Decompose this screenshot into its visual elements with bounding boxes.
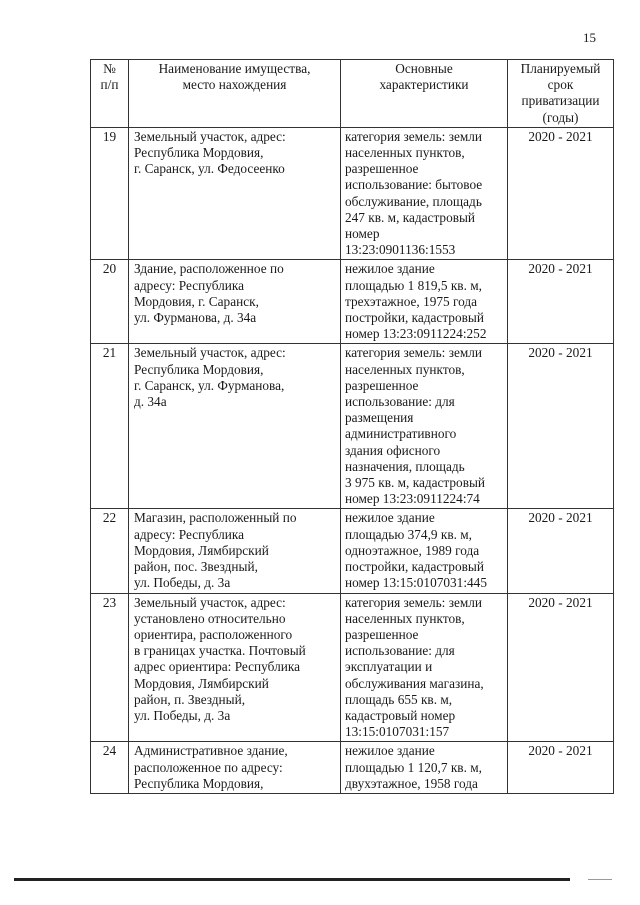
table-header-row xyxy=(91,60,614,128)
header-period-text: Планируемый срок приватизации (годы) xyxy=(520,61,601,125)
table-row xyxy=(91,127,614,260)
row-num: 19 xyxy=(91,127,129,260)
row-name xyxy=(129,127,341,260)
table-row xyxy=(91,344,614,509)
row-num: 21 xyxy=(91,344,129,509)
row-name-text: Земельный участок, адрес: Республика Мордовия, г. Саранск, ул. Фурманова, д. 34а xyxy=(134,345,286,410)
page-number: 15 xyxy=(583,30,596,45)
row-period: 2020 - 2021 xyxy=(508,509,614,593)
row-desc xyxy=(341,593,508,742)
row-name xyxy=(129,742,341,794)
row-name-text: Земельный участок, адрес: Республика Мордовия, г. Саранск, ул. Федосеенко xyxy=(134,128,286,177)
table-row xyxy=(91,509,614,593)
row-desc xyxy=(341,344,508,509)
row-desc-text: категория земель: земли населенных пунктов, разрешенное использование: для эксплуатации и обслуживания магазина, площадь 655 кв. м, кадастровый номер 13:15:0107031:157 xyxy=(345,594,484,740)
row-name-text: Здание, расположенное по адресу: Республика Мордовия, г. Саранск, ул. Фурманова, д. 34а xyxy=(134,261,284,326)
row-name-text: Земельный участок, адрес: установлено относительно ориентира, расположенного в границах участка. Почтовый адрес ориентира: Республика Мордовия, Лямбирский район, п. Звездный, ул. Победы, д. 3а xyxy=(134,594,306,723)
header-name xyxy=(129,60,341,128)
row-period: 2020 - 2021 xyxy=(508,260,614,344)
row-desc xyxy=(341,742,508,794)
row-desc-text: нежилое здание площадью 1 819,5 кв. м, трехэтажное, 1975 года постройки, кадастровый номер 13:23:0911224:252 xyxy=(345,261,487,342)
row-num: 22 xyxy=(91,509,129,593)
row-desc-text: категория земель: земли населенных пунктов, разрешенное использование: бытовое обслуживание, площадь 247 кв. м, кадастровый номер 13:23:0901136:1553 xyxy=(345,128,483,258)
row-period: 2020 - 2021 xyxy=(508,344,614,509)
row-desc-text: нежилое здание площадью 1 120,7 кв. м, двухэтажное, 1958 года xyxy=(345,743,482,791)
row-name xyxy=(129,509,341,593)
header-num-text: № п/п xyxy=(100,61,119,93)
row-name-text: Магазин, расположенный по адресу: Республика Мордовия, Лямбирский район, пос. Звездный, ул. Победы, д. 3а xyxy=(134,510,297,591)
row-desc-text: нежилое здание площадью 374,9 кв. м, одноэтажное, 1989 года постройки, кадастровый номер 13:15:0107031:445 xyxy=(345,510,487,591)
row-desc xyxy=(341,260,508,344)
header-desc-text: Основные характеристики xyxy=(379,61,469,93)
scan-edge-mark xyxy=(588,879,612,880)
row-desc-text: категория земель: земли населенных пунктов, разрешенное использование: для размещения административного здания офисного назначения, площадь 3 975 кв. м, кадастровый номер 13:23:0911224:74 xyxy=(345,345,486,507)
table-row xyxy=(91,260,614,344)
table-row xyxy=(91,742,614,794)
row-name-text: Административное здание, расположенное по адресу: Республика Мордовия, xyxy=(134,743,288,791)
header-num xyxy=(91,60,129,128)
row-name xyxy=(129,344,341,509)
header-period xyxy=(508,60,614,128)
row-period: 2020 - 2021 xyxy=(508,742,614,794)
header-name-text: Наименование имущества, место нахождения xyxy=(158,61,311,93)
scan-edge-line xyxy=(14,878,570,881)
table-row xyxy=(91,593,614,742)
row-num: 23 xyxy=(91,593,129,742)
row-desc xyxy=(341,127,508,260)
row-name xyxy=(129,260,341,344)
row-num: 20 xyxy=(91,260,129,344)
header-desc xyxy=(341,60,508,128)
property-table xyxy=(90,59,614,794)
row-num: 24 xyxy=(91,742,129,794)
row-period: 2020 - 2021 xyxy=(508,593,614,742)
row-desc xyxy=(341,509,508,593)
row-name xyxy=(129,593,341,742)
row-period: 2020 - 2021 xyxy=(508,127,614,260)
